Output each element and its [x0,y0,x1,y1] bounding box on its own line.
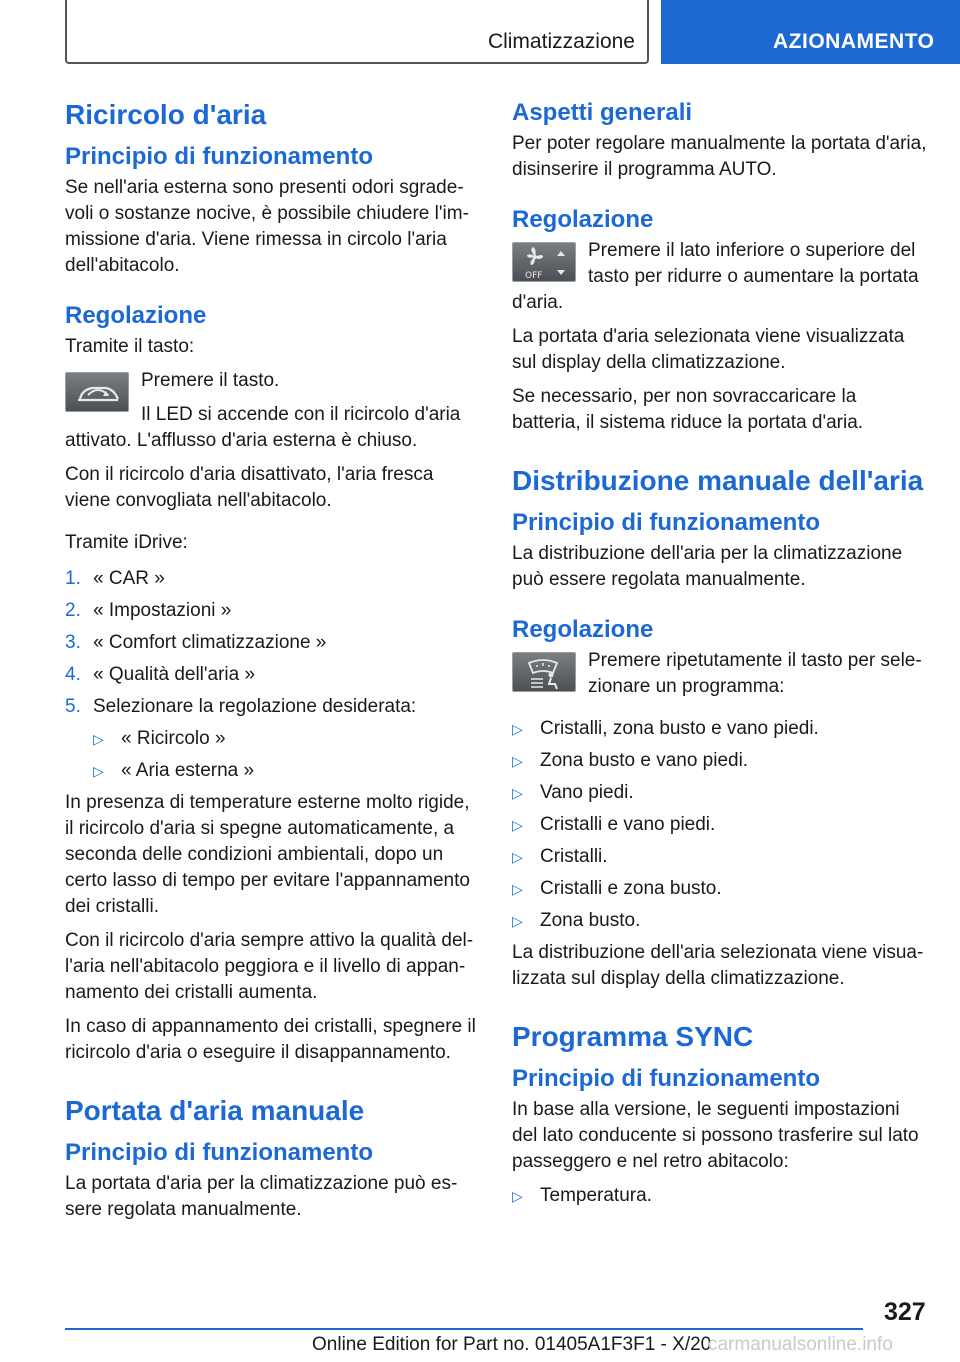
footer-divider [65,1328,863,1330]
fan-off-button-icon [512,242,576,282]
header-section-tab [65,0,649,64]
list-item [512,812,928,838]
triangle-bullet-icon: ▷ [93,731,104,747]
list-item [65,566,479,592]
right-column [512,98,928,1215]
para-distr-visual: La distribuzione dell'aria selezionata viene visualizzata sul display della climatizzazione. [512,942,924,989]
list-item [512,844,928,870]
program-text: Cristalli e zona busto. [540,878,722,899]
step-text: « Comfort climatizzazione » [93,632,327,653]
step-text: « CAR » [93,568,165,589]
para-premere-lato: Premere il lato inferiore o superiore del tasto per ridurre o aumentare la portata d'aria. [512,240,919,313]
heading-regolazione-2: Regolazione [512,206,654,233]
para-led: Il LED si accende con il ricircolo d'aria attivato. L'afflusso d'aria esterna è chiuso. [65,404,461,451]
para-aspetti: Per poter regolare manualmente la portata d'aria, disinserire il programma AUTO. [512,133,927,180]
step-number: 3. [65,632,81,653]
programs-list [512,716,928,934]
heading-sync: Programma SYNC [512,1021,754,1052]
list-item [65,630,479,656]
list-item [512,1183,928,1209]
chapter-title: AZIONAMENTO [773,30,935,53]
page-number: 327 [884,1298,926,1326]
triangle-bullet-icon: ▷ [512,913,523,929]
para-principio-2: La portata d'aria per la climatizzazione può essere regolata manualmente. [65,1173,458,1220]
heading-regolazione-3: Regolazione [512,616,654,643]
para-premere: Premere il tasto. [141,370,280,391]
heading-principio-3: Principio di funzionamento [512,509,820,536]
heading-principio-4: Principio di funzionamento [512,1065,820,1092]
para-principio-4: In base alla versione, le seguenti impostazioni del lato conducente si possono trasferire sul lato passeggero e nel retro abitacolo: [512,1099,919,1172]
para-batteria: Se necessario, per non sovraccaricare la batteria, il sistema riduce la portata d'aria. [512,386,864,433]
para-appannamento: In caso di appannamento dei cristalli, spegnere il ricircolo d'aria o eseguire il disappannamento. [65,1016,476,1063]
list-item [512,780,928,806]
list-item [512,876,928,902]
step-number: 5. [65,696,81,717]
para-tramite-tasto: Tramite il tasto: [65,336,195,357]
triangle-bullet-icon: ▷ [512,721,523,737]
triangle-bullet-icon: ▷ [512,1188,523,1204]
step-text: Selezionare la regolazione desiderata: [93,696,417,717]
para-visualizzata: La portata d'aria selezionata viene visualizzata sul display della climatizzazione. [512,326,905,373]
program-text: Vano piedi. [540,782,634,803]
list-item [65,662,479,688]
program-text: Zona busto e vano piedi. [540,750,749,771]
list-item [512,716,928,742]
triangle-bullet-icon: ▷ [93,763,104,779]
watermark: carmanualsonline.info [708,1334,893,1355]
step-number: 2. [65,600,81,621]
program-text: Zona busto. [540,910,641,931]
header-chapter-tab [661,0,960,64]
para-presenza: In presenza di temperature esterne molto rigide, il ricircolo d'aria si spegne automaticamente, a seconda delle condizioni ambientali, dopo un certo lasso di tempo per evitare l'appannamento dei cristalli. [65,792,470,917]
step-number: 1. [65,568,81,589]
heading-aspetti: Aspetti generali [512,99,693,126]
heading-distribuzione: Distribuzione manuale dell'aria [512,465,924,496]
air-distribution-button-icon [512,652,576,692]
list-item [512,908,928,934]
para-disattivato: Con il ricircolo d'aria disattivato, l'aria fresca viene convogliata nell'abitacolo. [65,464,434,511]
para-principio-1: Se nell'aria esterna sono presenti odori sgradevoli o sostanze nocive, è possibile chiudere l'immissione d'aria. Viene rimessa in circolo l'aria dell'abitacolo. [65,177,469,276]
list-item [93,726,479,752]
triangle-bullet-icon: ▷ [512,753,523,769]
heading-portata: Portata d'aria manuale [65,1095,365,1126]
para-idrive: Tramite iDrive: [65,532,188,553]
list-item [93,758,479,784]
triangle-bullet-icon: ▷ [512,817,523,833]
para-principio-3: La distribuzione dell'aria per la climatizzazione può essere regolata manualmente. [512,543,903,590]
option-text: « Aria esterna » [121,760,255,781]
program-text: Cristalli, zona busto e vano piedi. [540,718,819,739]
sub-options-list [93,726,479,784]
recirculation-button-icon [65,372,129,412]
step-text: « Impostazioni » [93,600,232,621]
para-ripetutamente: Premere ripetutamente il tasto per selezionare un programma: [588,650,922,697]
list-item [512,748,928,774]
section-title: Climatizzazione [487,30,635,53]
idrive-steps-list [65,566,479,720]
option-text: « Ricircolo » [121,728,226,749]
heading-ricircolo: Ricircolo d'aria [65,99,267,130]
program-text: Cristalli. [540,846,608,867]
step-number: 4. [65,664,81,685]
heading-principio-2: Principio di funzionamento [65,1139,373,1166]
left-column [65,98,479,1231]
triangle-bullet-icon: ▷ [512,785,523,801]
sync-list [512,1183,928,1209]
footer-edition: Online Edition for Part no. 01405A1F3F1 - X/20 [312,1334,712,1355]
triangle-bullet-icon: ▷ [512,849,523,865]
heading-regolazione-1: Regolazione [65,302,207,329]
program-text: Cristalli e vano piedi. [540,814,716,835]
list-item [65,694,479,720]
para-sempre: Con il ricircolo d'aria sempre attivo la qualità dell'aria nell'abitacolo peggiora e il livello di appannamento dei cristalli aumenta. [65,930,474,1003]
sync-item-text: Temperatura. [540,1185,652,1206]
triangle-bullet-icon: ▷ [512,881,523,897]
list-item [65,598,479,624]
heading-principio-1: Principio di funzionamento [65,143,373,170]
svg-text:OFF: OFF [525,271,543,281]
step-text: « Qualità dell'aria » [93,664,256,685]
